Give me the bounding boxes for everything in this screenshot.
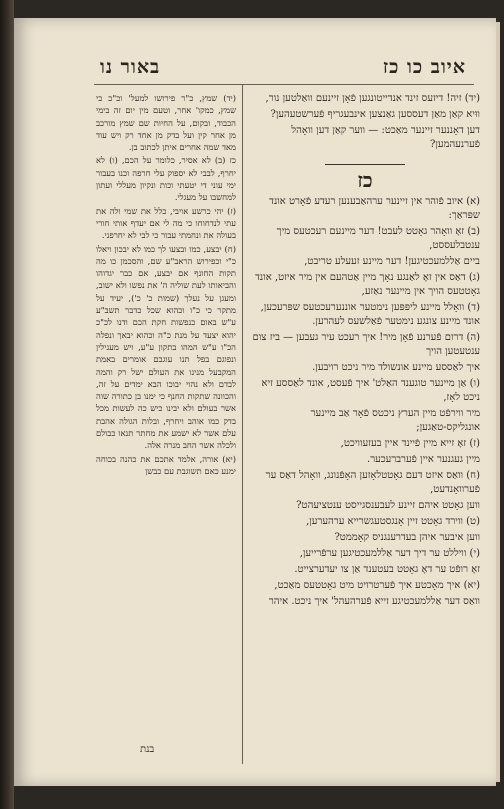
verse: (י) וויללט ער דיך דער אַללמעכטיגען ערפֿרייען, — [299, 548, 480, 559]
verse: ווען איבער איהן בעדרענגניס קאָממט? — [334, 532, 480, 543]
commentary-paragraph: (יד) שמץ, כ"ר פירושו למעל' וכ"כ כי שמץ, כמקו' אחר, וטעם מין יום זה בימי הכבוד, ובקום, על החיות שם שמץ מורכב מן אחר קין ועל בדק מן אחד רק ויש עוד מאד שמה אחרים איתן לכתוב בן. — [96, 93, 236, 153]
commentary-title: באור נו — [100, 56, 161, 78]
verse: (יד) זיה! דיזעס זינד אנדייטונגען פֿאָן זיינעם וואַלטען נור, — [265, 93, 480, 104]
verse: מיר ווירפֿט מיין הערץ ניכטס פֿאָר אַב מיינער אונגליקס-טאַגען; — [310, 408, 480, 433]
commentary-paragraph: (יא) אורה, אלמד אתכם את כהנה בכוחה ימנע כאם תשוגבת עם כבשן — [96, 453, 236, 476]
header-rule — [94, 84, 474, 85]
verse: ווּיא קאַן מאַן דעססען גאַנצען אינבעגריף פֿערשטעהען? — [270, 109, 480, 120]
catchword: בנת — [140, 744, 155, 755]
verse: זאָ רופֿט ער דאָ גאָטט בעטענד אַן צו יעדערצייט. — [294, 564, 480, 575]
verse: (יא) איך מאָכטע איך פֿערטרויט מיט גאָטטעס מאַכט, — [274, 580, 480, 591]
verse: דען דאָננער זיינער מאַכט: — ווער קאַן דען וואָהל פֿערנעהמען? — [291, 125, 480, 150]
book-page — [14, 18, 496, 786]
commentary-paragraph: כז (ב) לא אסיר, כלומר על הכם, (ו) לא יחרף, לבבי לא יספוק עלי חרפה וכנו בעבור ימי עוני די יטעתי וכות ונקיון מעללי ועתון למחשבו על מעגלי. — [96, 155, 236, 203]
commentary-paragraph: (ז) יהי כרשע אויבי, כלל את שמי ולה את עתי לנדחוחו כי מה לי אם יעדף אותי חורי בעולה את ונחמתי עבור כי לבי לא יחרפני. — [96, 205, 236, 241]
running-title: איוב כו כז — [382, 56, 466, 78]
column-divider — [242, 84, 243, 764]
verse: (ה) דרום פֿערנע פֿאָן מיר! איך רעכט עיר געבען — ביז צום ענטעטען הויך — [252, 332, 480, 357]
verse: (ד) וואָלל מיינע ליפּפּען נימטער אוננערעכטעס שפּרעכען, אונד מיינע צונגע נימטער פֿאַלשעס לעהרען. — [260, 302, 480, 327]
verse: (ו) אַן מיינער טוגענד האַלט' איך פֿעסט, אונד לאַססע זיא ניכט לאָז, — [261, 378, 480, 403]
verse: מיין געגנער איין פֿערברעכער. — [367, 454, 480, 465]
verse: (ט) ווירד גאָטט זיין אָנגסטעגשרייא ערהערען, — [306, 516, 480, 527]
verse: ביים אַללמעכטיגען! דער מיינע זעעלע טריבט, — [304, 256, 480, 267]
verse: (ב) זאָ וואָהר גאָטט לעבט! דער מיינעם רעכטעס מיך ענטבלעססט, — [276, 226, 480, 251]
commentary-column — [96, 92, 236, 478]
verse: (ז) זאָ זייא מיין פֿיינד איין בעזעוויכט, — [340, 438, 480, 449]
commentary-paragraph: (ח) יבצע, כמו ובצעו לך כמו לא יבכון ויאלו כ"י וכפירוש הראב"ע שם, והסכמן כו מה תקות החונף אם יבצע, אם כבר יגדוהו והביאותו לעת שוליה ה' את נפשו ולא ישוב, ומעגן על נעלך (שמות כ' כ'), יעיד על מתקר כי כ"ו וכהוא שכל כדבר תשב"ע ע"ש באום כנפשות חקת הכם ודנו לכ"כ יהוא יצעד על מנת כ"ה וכהוא יבאך ונפלה הכ"ו ע"ש המהו בתקון ע"ע, ויש מענילין ונפוגם בפל תנו עוגבם אומרים באמת המקבעל מנינו את העולם ישל רק והמה לבדם ולא נהוי יבוכו הבא ימדים על זה, והכוונה שתקות החנף כי ימנו בן כתורה שוה אשר בעולם ולא יבינו כיש כה לעשות מכל בדק כמו אוהב ויחרף, ובלות הגולה אהבת עלם אשר לא ישמע את מחתר תנאו כבולם ולכלה אשר החב מנרה אלה. — [96, 243, 236, 451]
chapter-rule — [325, 164, 405, 165]
verse: (א) איוב פֿוהר אין זיינער ערהאַבענען רעדע פֿאָרט אונד שפּראַך: — [269, 196, 480, 221]
verse: (ג) דאַס אין זאָ לאַנגע נאָך מיין אַטהעם אין מיר איזט, אונד גאָטטעס הויך אין מיינער נאַזע, — [255, 272, 480, 297]
verse: וואַס דער אַללמעכטיגע זייא פֿערהעהל' איך ניכט. איהר — [268, 596, 480, 607]
book-spine — [0, 0, 14, 809]
verse: איך לאַססע מיינע אונשולד מיר ניכט רויבען. — [312, 362, 480, 373]
verse: ווען גאָטט איהם זיינע לעבענסגייסט ענטציעהט? — [296, 500, 480, 511]
chapter-heading — [250, 164, 480, 192]
chapter-number: כז — [357, 168, 373, 192]
main-text-column — [250, 92, 480, 611]
verse: (ח) וואַס איזט דעם גאָטטלאָזען האָפֿנונג, וואָהל דאַס ער פֿערוואָנדעט, — [265, 470, 480, 495]
